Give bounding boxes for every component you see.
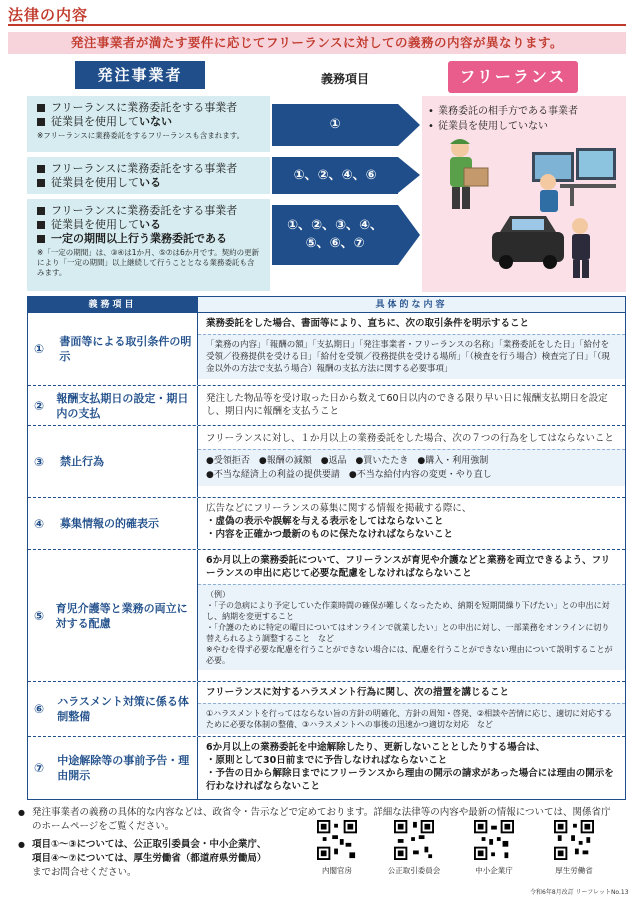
duty-name: 募集情報の的確表示 xyxy=(60,517,159,530)
table-row xyxy=(28,550,625,682)
footer-note-1: ● 発注事業者の義務の具体的な内容などは、政省令・告示などで定めております。詳細な法律等の内容や最新の情報については、関係省庁のホームページをご覧ください。 xyxy=(18,806,616,834)
table-header xyxy=(28,297,625,313)
qr-label: 公正取引委員会 xyxy=(387,866,441,875)
square-bullet-icon xyxy=(37,165,45,173)
condition-line: 一定の期間以上行う業務委託である xyxy=(37,232,260,246)
condition-line: フリーランスに業務委託をする事業者 xyxy=(37,204,260,218)
condition-box-1 xyxy=(27,96,270,152)
freelancer-illustration xyxy=(430,134,620,286)
condition-line: 従業員を使用している xyxy=(37,218,260,232)
square-bullet-icon xyxy=(37,207,45,215)
content-main: 広告などにフリーランスの募集に関する情報を掲載する際に、 ・虚偽の表示や誤解を与える表示をしてはならないこと ・内容を正確かつ最新のものに保たなければならないこと xyxy=(206,503,472,540)
content-cell xyxy=(198,682,625,736)
qr-code-icon xyxy=(394,820,434,860)
freelance-list xyxy=(422,104,578,134)
content-main: 業務委託をした場合、書面等により、直ちに、次の取引条件を明示すること xyxy=(206,318,530,329)
content-cell xyxy=(198,426,625,497)
square-bullet-icon xyxy=(37,104,45,112)
content-main: フリーランスに対し、１か月以上の業務委託をした場合、次の７つの行為をしてはならないこと xyxy=(206,433,614,444)
condition-note: ※「一定の期間」は、③④は1か月、⑤⑦は6か月です。契約の更新により「一定の期間」以上継続して行うこととなる業務委託も含みます。 xyxy=(37,248,260,277)
content-cell xyxy=(198,313,625,385)
duty-name: 育児介護等と業務の両立に対する配慮 xyxy=(55,601,188,630)
content-sub: ①ハラスメントを行ってはならない旨の方針の明確化、方針の周知・啓発、②相談や苦情に応じ、適切に対応するために必要な体制の整備、③ハラスメントへの事後の迅速かつ適切な対応 など xyxy=(198,703,625,734)
duty-cell xyxy=(28,386,198,425)
footer-note-2c: までお問合せください。 xyxy=(32,867,137,878)
qr-code-icon xyxy=(554,820,594,860)
condition-line: 従業員を使用している xyxy=(37,176,260,190)
qr-jftc[interactable] xyxy=(383,820,445,876)
table-row xyxy=(28,386,625,426)
duty-number: ① xyxy=(34,342,45,356)
duties-label: 義務項目 xyxy=(320,72,369,86)
duty-name: 中途解除等の事前予告・理由開示 xyxy=(57,754,190,782)
content-main: 6か月以上の業務委託について、フリーランスが育児や介護などと業務を両立できるよう、フリーランスの申出に応じて必要な配慮をしなければならないこと xyxy=(206,555,611,579)
duties-table xyxy=(27,296,626,800)
condition-line: 従業員を使用していない xyxy=(37,115,260,129)
qr-mhlw[interactable] xyxy=(543,820,605,876)
condition-line: フリーランスに業務委託をする事業者 xyxy=(37,101,260,115)
qr-label: 中小企業庁 xyxy=(475,866,513,875)
square-bullet-icon xyxy=(37,235,45,243)
content-cell xyxy=(198,737,625,799)
content-cell xyxy=(198,386,625,425)
condition-line: フリーランスに業務委託をする事業者 xyxy=(37,162,260,176)
duty-number: ⑥ xyxy=(34,702,45,716)
duty-cell xyxy=(28,682,198,736)
content-sub: （例） ・「子の急病により予定していた作業時間の確保が難しくなったため、納期を短期間繰り下げたい」との申出に対し、納期を変更すること ・「介護のために特定の曜日についてはオンラインで就業したい」との申出に対し、一部業務をオンラインに切り替えられるよう調整すること など ※やむを得ず必要な配慮を行うことができない場合には、配慮を行うことができない理由について説明することが必要。 xyxy=(198,584,625,670)
duties-value: ①、②、③、④、 ⑤、⑥、⑦ xyxy=(286,218,384,251)
content-main: 6か月以上の業務委託を中途解除したり、更新しないこととしたりする場合は、 ・原則として30日前までに予告しなければならないこと ・予告の日から解除日までにフリーランスから理由の開示の請求があった場合には理由の開示を行わなければならないこと xyxy=(206,742,614,792)
freelance-item: • 業務委託の相手方である事業者 xyxy=(422,104,578,119)
duty-number: ⑦ xyxy=(34,761,45,775)
orderer-label: 発注事業者 xyxy=(75,61,205,89)
page-title: 法律の内容 xyxy=(8,6,89,24)
duties-value: ① xyxy=(329,117,341,132)
duty-cell xyxy=(28,313,198,385)
content-sub: 「業務の内容」「報酬の額」「支払期日」「発注事業者・フリーランスの名称」「業務委託をした日」「給付を受領／役務提供を受ける日」「給付を受領／役務提供を受ける場所」「（検査を行う場合）検査完了日」「（現金以外の方法で支払う場合）報酬の支払方法に関する必要事項」 xyxy=(198,334,625,379)
freelance-box xyxy=(422,96,626,292)
qr-code-icon xyxy=(317,820,357,860)
content-cell xyxy=(198,498,625,549)
duty-name: 書面等による取引条件の明示 xyxy=(59,335,192,363)
duty-cell xyxy=(28,550,198,681)
qr-code-icon xyxy=(474,820,514,860)
col-header-content: 具体的な内容 xyxy=(198,297,625,312)
condition-box-2 xyxy=(27,157,270,194)
revision-note: 令和6年8月改訂 リーフレットNo.13 xyxy=(530,889,629,896)
content-cell xyxy=(198,550,625,681)
square-bullet-icon xyxy=(37,179,45,187)
duties-value: ①、②、④、⑥ xyxy=(293,167,377,183)
duty-cell xyxy=(28,426,198,497)
subtitle-band xyxy=(8,32,626,54)
qr-label: 厚生労働省 xyxy=(555,866,593,875)
table-row xyxy=(28,737,625,799)
footer-note-2: ● 項目①～③については、公正取引委員会・中小企業庁、 xyxy=(18,838,298,852)
duties-arrow-2 xyxy=(272,157,420,194)
condition-note: ※フリーランスに業務委託をするフリーランスも含まれます。 xyxy=(37,131,245,140)
square-bullet-icon xyxy=(37,221,45,229)
col-header-duty: 義務項目 xyxy=(28,297,198,312)
freelance-item: • 従業員を使用していない xyxy=(422,119,578,134)
duty-number: ⑤ xyxy=(34,608,45,623)
condition-box-3 xyxy=(27,199,270,291)
table-row xyxy=(28,498,625,550)
subtitle-text: 発注事業者が満たす要件に応じてフリーランスに対しての義務の内容が異なります。 xyxy=(70,35,564,50)
qr-sme[interactable] xyxy=(463,820,525,876)
qr-cabinet[interactable] xyxy=(306,820,368,876)
duty-cell xyxy=(28,737,198,799)
freelance-label: フリーランス xyxy=(448,61,578,93)
content-sub: ●受領拒否 ●報酬の減額 ●返品 ●買いたたき ●購入・利用強制 ●不当な経済上の利益の提供要請 ●不当な給付内容の変更・やり直し xyxy=(198,449,625,486)
duty-cell xyxy=(28,498,198,549)
table-row xyxy=(28,313,625,386)
duty-name: 禁止行為 xyxy=(60,455,104,468)
duties-arrow-3 xyxy=(272,205,420,265)
duty-number: ④ xyxy=(34,516,45,531)
qr-label: 内閣官房 xyxy=(322,866,352,875)
table-row xyxy=(28,426,625,498)
duty-name: 報酬支払期日の設定・期日内の支払 xyxy=(56,391,189,420)
square-bullet-icon xyxy=(37,118,45,126)
content-main: 発注した物品等を受け取った日から数えて60日以内のできる限り早い日に報酬支払期日を設定し、期日内に報酬を支払うこと xyxy=(206,393,608,417)
duties-arrow-1 xyxy=(272,104,420,146)
title-rule xyxy=(8,24,626,26)
duty-number: ② xyxy=(34,398,45,413)
duty-name: ハラスメント対策に係る体制整備 xyxy=(57,695,189,723)
table-row xyxy=(28,682,625,737)
duty-number: ③ xyxy=(34,454,45,469)
content-main: フリーランスに対するハラスメント行為に関し、次の措置を講じること xyxy=(206,687,510,698)
footer-note-2b: 項目④～⑦については、厚生労働省（都道府県労働局） xyxy=(32,853,267,864)
